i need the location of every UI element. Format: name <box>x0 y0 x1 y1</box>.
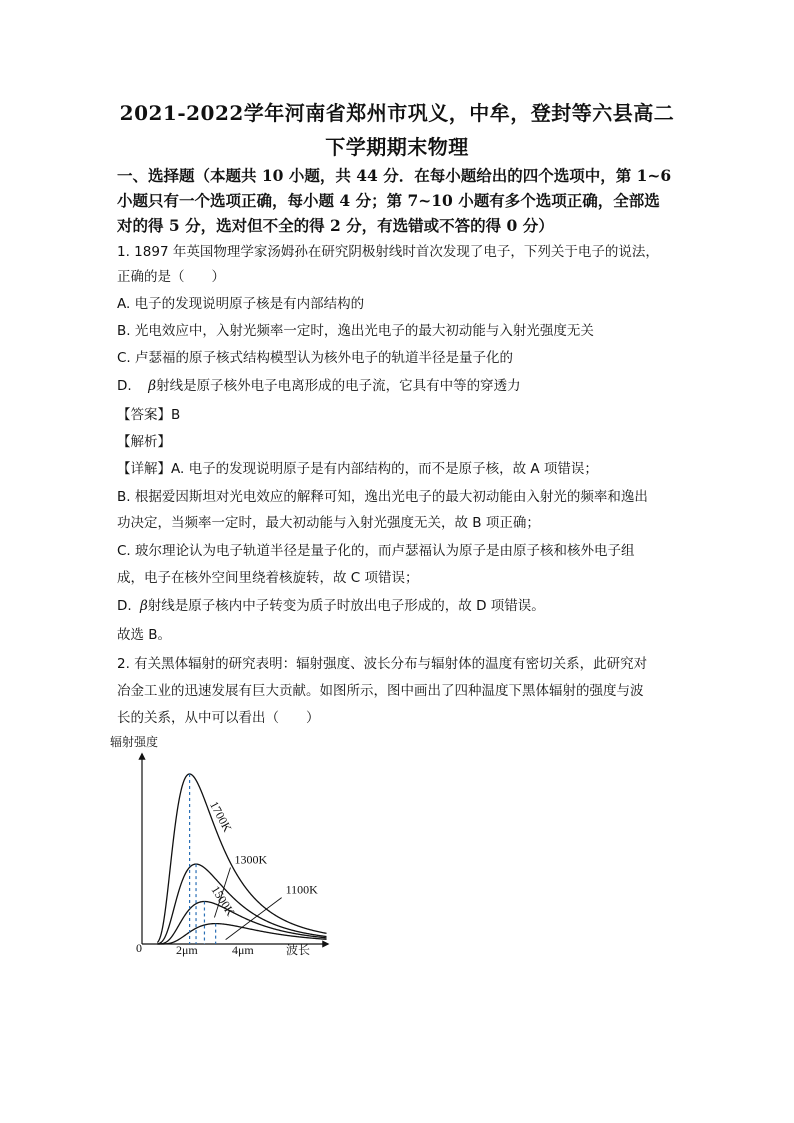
series-label: 1300K <box>234 852 268 867</box>
q1-option-b: B. 光电效应中，入射光频率一定时，逸出光电子的最大初动能与入射光强度无关 <box>117 323 594 339</box>
origin-label: 0 <box>136 941 142 955</box>
q1-answer: 【答案】B <box>117 407 181 423</box>
beta-symbol: β <box>148 378 157 394</box>
q1-option-d-text: 射线是原子核外电子电离形成的电子流，它具有中等的穿透力 <box>156 378 521 394</box>
q1-detail-line1: 【详解】A. 电子的发现说明原子是有内部结构的，而不是原子核，故 A 项错误； <box>117 461 598 477</box>
q1-detail-line3: 功决定，当频率一定时，最大初动能与入射光强度无关，故 B 项正确； <box>117 515 540 531</box>
section-instructions-line3: 对的得 5 分，选对但不全的得 2 分，有选错或不答的得 0 分） <box>117 216 554 235</box>
q1-stem-line2: 正确的是（ ） <box>117 269 225 285</box>
q1-detail-line6 <box>117 594 545 614</box>
x-axis-label: 波长 <box>286 943 311 957</box>
y-axis-label: 辐射强度 <box>110 735 159 749</box>
peak-lines <box>190 774 216 944</box>
series-label: 1100K <box>285 882 318 897</box>
section-instructions-line2: 小题只有一个选项正确，每小题 4 分；第 7~10 小题有多个选项正确，全部选 <box>117 191 660 210</box>
blackbody-radiation-chart <box>110 732 340 964</box>
document-title-line2: 下学期期末物理 <box>325 135 469 159</box>
q1-option-d-prefix: D. <box>117 378 141 394</box>
x-tick-label: 2μm <box>176 943 198 957</box>
beta-symbol: β <box>139 598 148 614</box>
q1-detail-line6-prefix: D. <box>117 598 136 614</box>
section-instructions-line1: 一、选择题（本题共 10 小题，共 44 分．在每小题给出的四个选项中，第 1~6 <box>117 166 672 185</box>
series-label: 1500K <box>208 883 238 919</box>
q2-stem-line3: 长的关系，从中可以看出（ ） <box>117 710 320 726</box>
q2-stem-line2: 冶金工业的迅速发展有巨大贡献。如图所示，图中画出了四种温度下黑体辐射的强度与波 <box>117 683 644 699</box>
q1-stem-line1: 1. 1897 年英国物理学家汤姆孙在研究阴极射线时首次发现了电子，下列关于电子的说法， <box>117 244 659 260</box>
q1-detail-line4: C. 玻尔理论认为电子轨道半径是量子化的，而卢瑟福认为原子是由原子核和核外电子组 <box>117 543 635 559</box>
q2-stem-line1: 2. 有关黑体辐射的研究表明：辐射强度、波长分布与辐射体的温度有密切关系，此研究对 <box>117 656 648 672</box>
q1-analysis-label: 【解析】 <box>117 434 171 450</box>
series-curve <box>157 864 326 944</box>
q1-option-a: A. 电子的发现说明原子核是有内部结构的 <box>117 296 365 312</box>
q1-conclusion: 故选 B。 <box>117 627 172 643</box>
q1-option-d <box>117 374 521 394</box>
q1-option-c: C. 卢瑟福的原子核式结构模型认为核外电子的轨道半径是量子化的 <box>117 350 514 366</box>
series-label: 1700K <box>206 798 235 835</box>
q1-detail-line6-text: 射线是原子核内中子转变为质子时放出电子形成的，故 D 项错误。 <box>147 598 545 614</box>
x-tick-label: 4μm <box>232 943 254 957</box>
q1-detail-line2: B. 根据爱因斯坦对光电效应的解释可知，逸出光电子的最大初动能由入射光的频率和逸出 <box>117 489 648 505</box>
document-title-line1: 2021-2022学年河南省郑州市巩义，中牟，登封等六县高二 <box>119 101 675 125</box>
q1-detail-line5: 成，电子在核外空间里绕着核旋转，故 C 项错误； <box>117 570 419 586</box>
